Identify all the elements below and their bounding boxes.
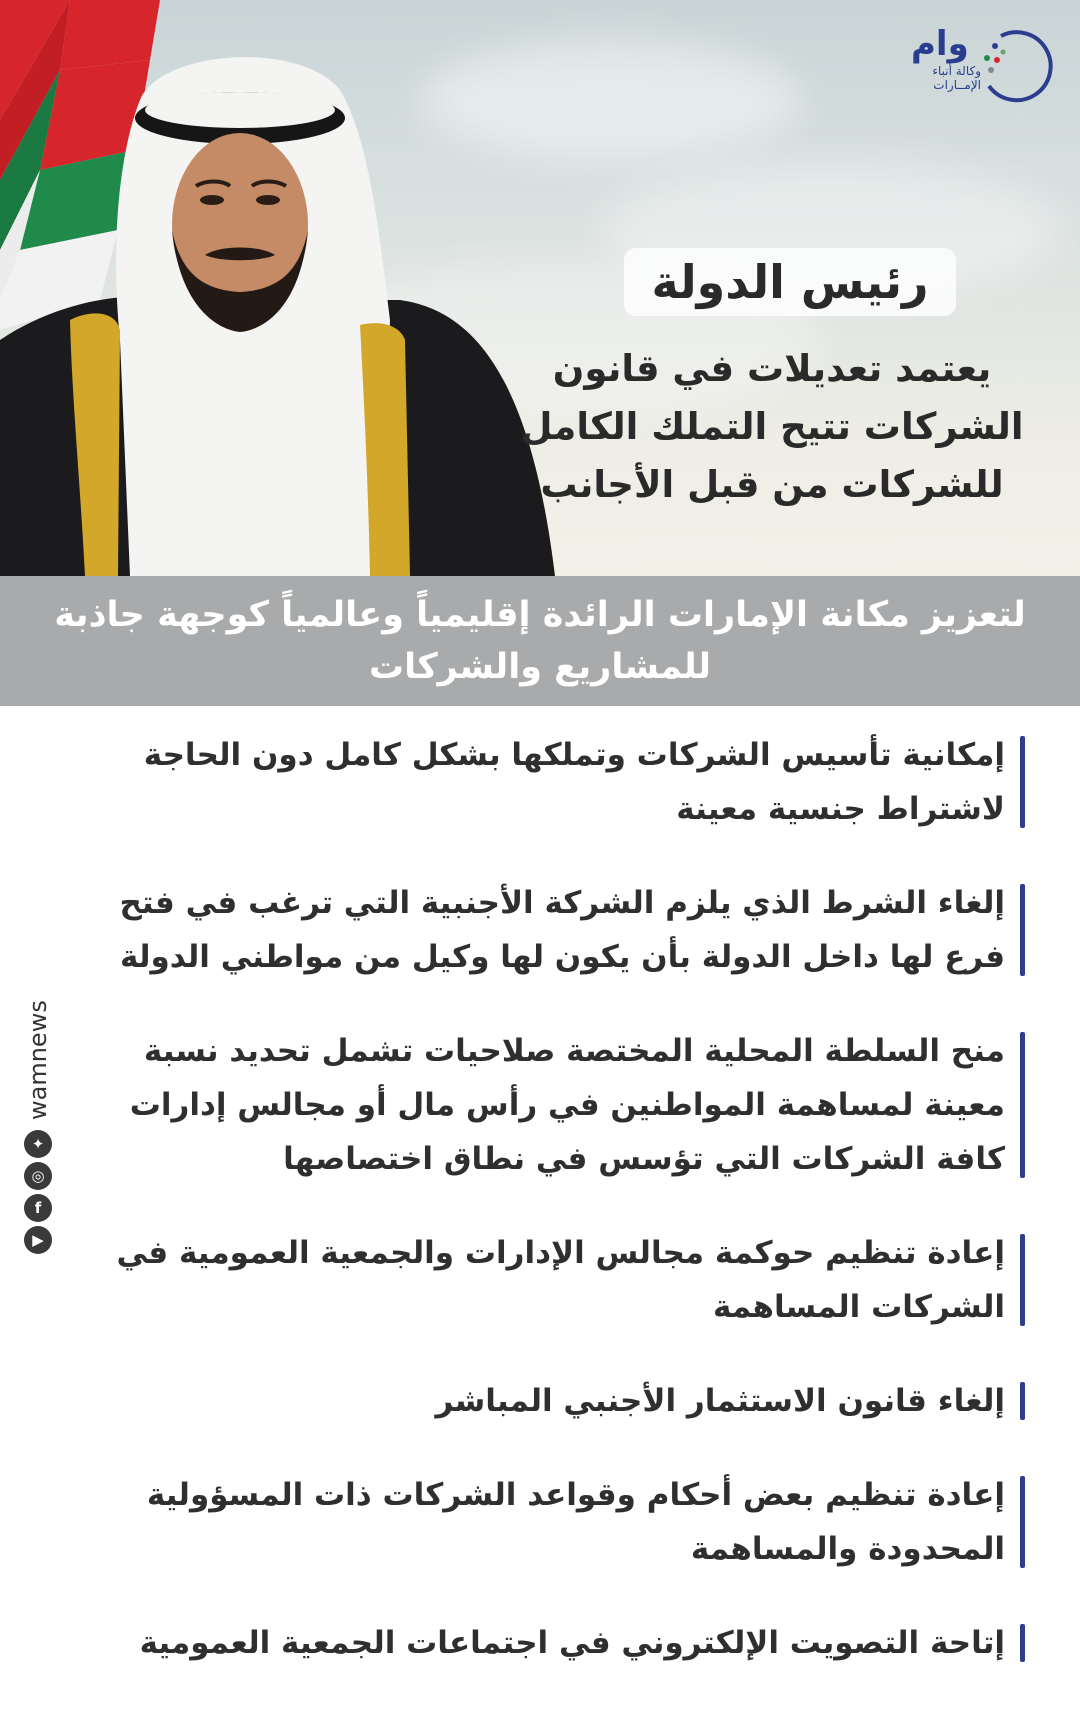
list-item xyxy=(80,728,1025,836)
list-item-text: إتاحة التصويت الإلكتروني في اجتماعات الجمعية العمومية xyxy=(139,1625,1005,1661)
social-handle: wamnews xyxy=(24,1000,52,1120)
list-item-text: إعادة تنظيم حوكمة مجالس الإدارات والجمعية العمومية في الشركات المساهمة xyxy=(116,1235,1005,1325)
list-item xyxy=(80,1374,1025,1428)
wam-logo xyxy=(905,24,1065,104)
bullet-bar xyxy=(1020,1032,1025,1178)
bullet-bar xyxy=(1020,1476,1025,1568)
list-item xyxy=(80,1226,1025,1334)
instagram-icon[interactable]: ◎ xyxy=(24,1162,52,1190)
bullet-bar xyxy=(1020,884,1025,976)
portrait xyxy=(0,40,560,576)
bullet-bar xyxy=(1020,1234,1025,1326)
title-pill xyxy=(624,248,956,316)
list-item xyxy=(80,1468,1025,1576)
youtube-icon[interactable]: ▶ xyxy=(24,1226,52,1254)
list-item-text: إعادة تنظيم بعض أحكام وقواعد الشركات ذات المسؤولية المحدودة والمساهمة xyxy=(146,1477,1005,1567)
logo-arc-icon xyxy=(981,24,1061,104)
headline: يعتمد تعديلات في قانون الشركات تتيح التملك الكامل للشركات من قبل الأجانب xyxy=(520,347,1024,506)
amendments-list xyxy=(80,728,1025,1710)
bullet-bar xyxy=(1020,1624,1025,1662)
facebook-icon[interactable]: f xyxy=(24,1194,52,1222)
page-title: رئيس الدولة xyxy=(651,255,929,309)
list-item xyxy=(80,1616,1025,1670)
twitter-icon[interactable]: ✦ xyxy=(24,1130,52,1158)
list-item-text: منح السلطة المحلية المختصة صلاحيات تشمل تحديد نسبة معينة لمساهمة المواطنين في رأس مال أو مجالس إدارات كافة الشركات التي تؤسس في نطاق اختصاصها xyxy=(129,1033,1005,1177)
banner-text: لتعزيز مكانة الإمارات الرائدة إقليمياً وعالمياً كوجهة جاذبة للمشاريع والشركات xyxy=(54,595,1026,687)
bullet-bar xyxy=(1020,1382,1025,1420)
list-item xyxy=(80,876,1025,984)
logo-sub-text: وكالة أنباء الإمــارات xyxy=(932,64,981,92)
list-item xyxy=(80,1024,1025,1186)
list-item-text: إلغاء قانون الاستثمار الأجنبي المباشر xyxy=(435,1383,1005,1419)
bullet-bar xyxy=(1020,736,1025,828)
header xyxy=(0,0,1080,576)
banner xyxy=(0,576,1080,706)
list-item-text: إلغاء الشرط الذي يلزم الشركة الأجنبية التي ترغب في فتح فرع لها داخل الدولة بأن يكون لها وكيل من مواطني الدولة xyxy=(119,885,1005,975)
logo-main-text: وام xyxy=(911,24,969,64)
list-item-text: إمكانية تأسيس الشركات وتملكها بشكل كامل دون الحاجة لاشتراط جنسية معينة xyxy=(143,737,1005,827)
